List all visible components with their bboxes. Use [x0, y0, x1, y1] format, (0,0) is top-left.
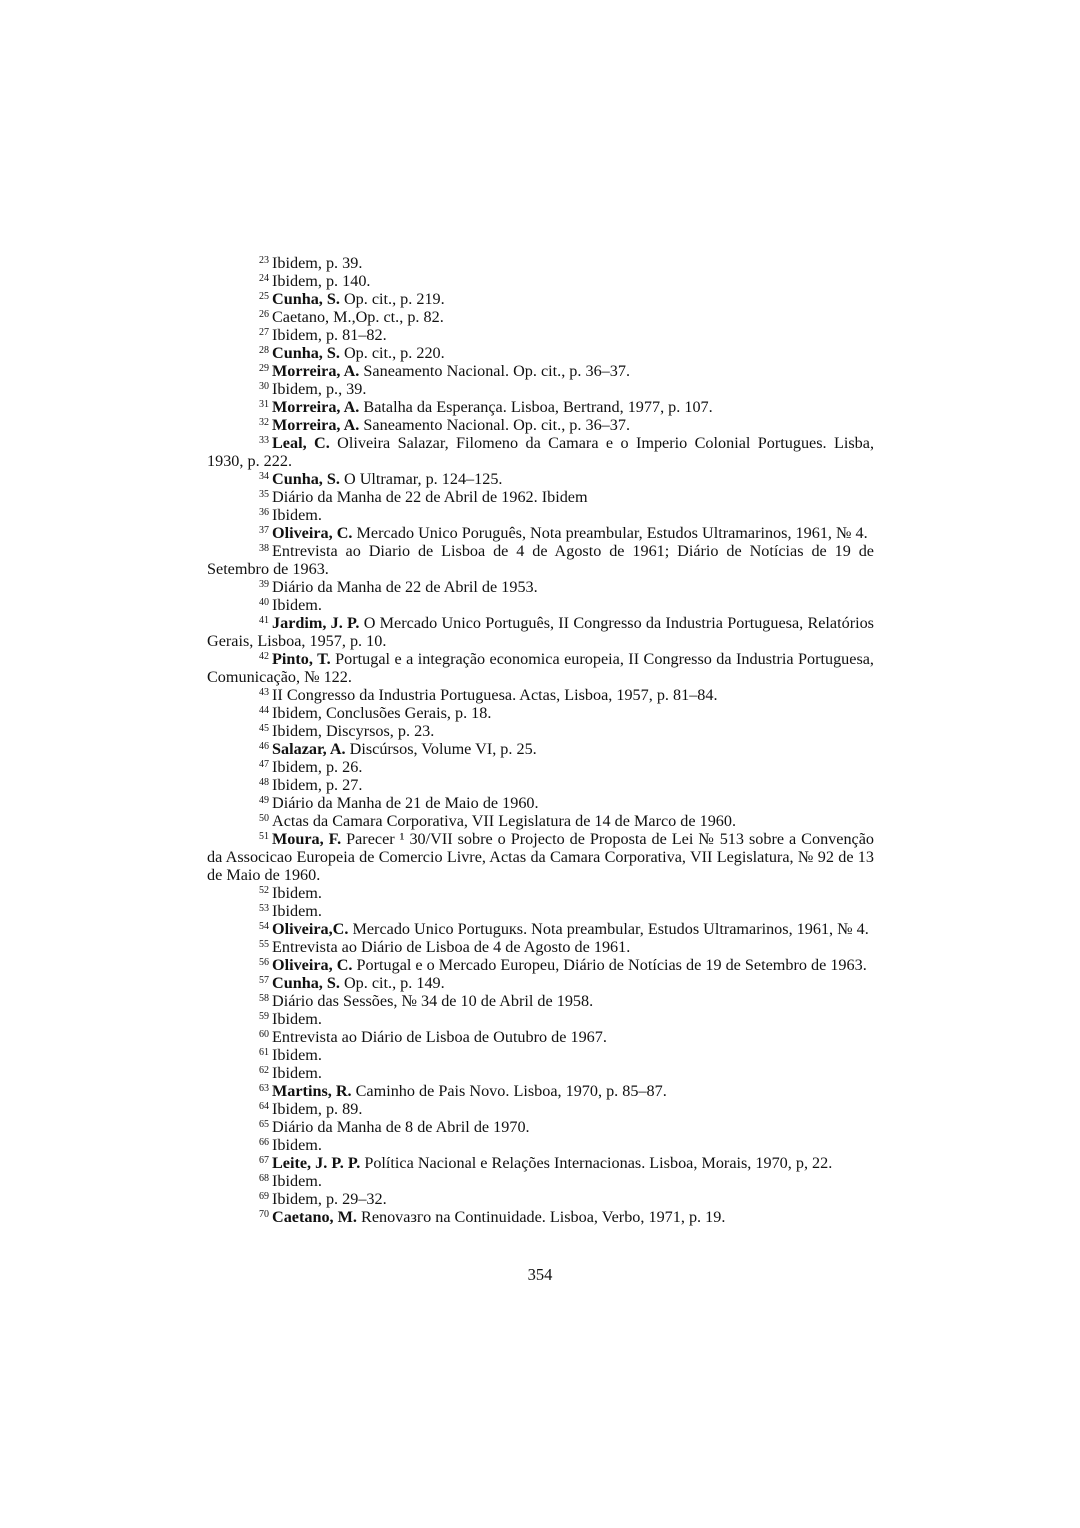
- footnote-author: Morreira, A.: [272, 362, 360, 380]
- footnote-number: 54: [259, 921, 269, 932]
- footnote-text: Ibidem, p. 140.: [272, 272, 371, 290]
- footnote-text: O Mercado Unico Português, II Congresso da Industria Portuguesa, Relatórios Gerais, Lisboa, 1957, p. 10.: [207, 614, 874, 650]
- footnote-text: Portugal e o Mercado Europeu, Diário de Notícias de 19 de Setembro de 1963.: [352, 956, 867, 974]
- footnote-62: [207, 1064, 874, 1082]
- footnote-text: Mercado Unico Poruguês, Nota preambular, Estudos Ultramarinos, 1961, № 4.: [352, 524, 868, 542]
- footnote-45: [207, 722, 874, 740]
- footnote-56: [207, 956, 874, 974]
- footnote-text: Actas da Camara Corporativa, VII Legislatura de 14 de Marco de 1960.: [272, 812, 737, 830]
- footnotes-list: [207, 254, 874, 1226]
- footnote-text: Caetano, M.,Op. ct., p. 82.: [272, 308, 444, 326]
- footnote-number: 60: [259, 1029, 269, 1040]
- footnote-number: 44: [259, 705, 269, 716]
- footnote-text: Ibidem, Discyrsos, p. 23.: [272, 722, 435, 740]
- footnote-text: Ibidem.: [272, 902, 322, 920]
- footnote-number: 31: [259, 399, 269, 410]
- footnote-70: [207, 1208, 874, 1226]
- footnote-author: Cunha, S.: [272, 344, 340, 362]
- footnote-number: 65: [259, 1119, 269, 1130]
- footnote-number: 67: [259, 1155, 269, 1166]
- footnote-author: Oliveira, C.: [272, 956, 353, 974]
- footnote-text: Ibidem, p. 39.: [272, 254, 363, 272]
- footnote-text: Ibidem.: [272, 1064, 322, 1082]
- footnote-number: 27: [259, 327, 269, 338]
- footnote-64: [207, 1100, 874, 1118]
- footnote-58: [207, 992, 874, 1010]
- footnote-number: 42: [259, 651, 269, 662]
- footnote-52: [207, 884, 874, 902]
- footnote-48: [207, 776, 874, 794]
- footnote-44: [207, 704, 874, 722]
- footnote-text: Mercado Unico Portuguкs. Nota preambular, Estudos Ultramarinos, 1961, № 4.: [348, 920, 869, 938]
- footnote-author: Morreira, A.: [272, 416, 360, 434]
- footnote-37: [207, 524, 874, 542]
- footnote-text: Parecer ¹ 30/VII sobre o Projecto de Proposta de Lei № 513 sobre a Convenção da Associcao Europeia de Comercio Livre, Actas da Camara Corporativa, VII Legislatura, № 92 de 13 de Maio de 1960.: [207, 830, 874, 884]
- footnote-38: [207, 542, 874, 578]
- footnote-author: Oliveira,C.: [272, 920, 349, 938]
- footnote-author: Salazar, A.: [272, 740, 346, 758]
- footnote-author: Caetano, M.: [272, 1208, 357, 1226]
- footnote-number: 47: [259, 759, 269, 770]
- footnote-63: [207, 1082, 874, 1100]
- footnote-text: Renovaзго na Continuidade. Lisboa, Verbo, 1971, p. 19.: [356, 1208, 726, 1226]
- footnote-35: [207, 488, 874, 506]
- footnote-number: 23: [259, 255, 269, 266]
- footnote-text: Diário da Manha de 22 de Abril de 1962. Ibidem: [272, 488, 588, 506]
- footnote-text: Diário das Sessões, № 34 de 10 de Abril de 1958.: [272, 992, 594, 1010]
- footnote-author: Martins, R.: [272, 1082, 352, 1100]
- footnote-number: 24: [259, 273, 269, 284]
- footnote-65: [207, 1118, 874, 1136]
- footnote-number: 52: [259, 885, 269, 896]
- footnote-number: 46: [259, 741, 269, 752]
- footnote-66: [207, 1136, 874, 1154]
- footnote-text: Ibidem, p. 29–32.: [272, 1190, 387, 1208]
- footnote-text: Ibidem.: [272, 506, 322, 524]
- footnote-40: [207, 596, 874, 614]
- footnote-number: 39: [259, 579, 269, 590]
- footnote-number: 36: [259, 507, 269, 518]
- footnote-number: 61: [259, 1047, 269, 1058]
- footnote-text: Ibidem.: [272, 1136, 322, 1154]
- footnote-number: 33: [259, 435, 269, 446]
- footnote-number: 50: [259, 813, 269, 824]
- footnote-number: 26: [259, 309, 269, 320]
- footnote-number: 25: [259, 291, 269, 302]
- footnote-59: [207, 1010, 874, 1028]
- footnote-number: 57: [259, 975, 269, 986]
- footnote-author: Pinto, T.: [272, 650, 331, 668]
- footnote-49: [207, 794, 874, 812]
- footnote-53: [207, 902, 874, 920]
- footnote-author: Oliveira, C.: [272, 524, 353, 542]
- footnote-text: Ibidem.: [272, 1010, 322, 1028]
- footnote-46: [207, 740, 874, 758]
- footnote-text: Entrevista ao Diário de Lisboa de 4 de Agosto de 1961.: [272, 938, 631, 956]
- footnote-27: [207, 326, 874, 344]
- footnote-author: Leite, J. P. P.: [272, 1154, 361, 1172]
- footnote-number: 69: [259, 1191, 269, 1202]
- footnote-39: [207, 578, 874, 596]
- footnote-text: Ibidem, p. 26.: [272, 758, 363, 776]
- footnote-32: [207, 416, 874, 434]
- footnote-number: 63: [259, 1083, 269, 1094]
- footnote-text: Ibidem, p. 81–82.: [272, 326, 387, 344]
- footnote-33: [207, 434, 874, 470]
- footnote-61: [207, 1046, 874, 1064]
- footnote-number: 41: [259, 615, 269, 626]
- footnote-author: Cunha, S.: [272, 470, 340, 488]
- footnote-34: [207, 470, 874, 488]
- footnote-41: [207, 614, 874, 650]
- footnote-number: 48: [259, 777, 269, 788]
- footnote-31: [207, 398, 874, 416]
- footnote-text: Diário da Manha de 8 de Abril de 1970.: [272, 1118, 530, 1136]
- footnote-24: [207, 272, 874, 290]
- footnote-number: 62: [259, 1065, 269, 1076]
- footnote-43: [207, 686, 874, 704]
- footnote-23: [207, 254, 874, 272]
- footnote-text: Saneamento Nacional. Op. cit., p. 36–37.: [359, 416, 630, 434]
- footnote-text: Política Nacional e Relações Internacionas. Lisboa, Morais, 1970, p, 22.: [360, 1154, 833, 1172]
- footnote-text: Ibidem, p. 89.: [272, 1100, 363, 1118]
- footnote-number: 59: [259, 1011, 269, 1022]
- footnote-text: O Ultramar, p. 124–125.: [339, 470, 503, 488]
- footnote-text: Ibidem.: [272, 1046, 322, 1064]
- footnote-text: Ibidem, p., 39.: [272, 380, 367, 398]
- footnote-text: Diário da Manha de 21 de Maio de 1960.: [272, 794, 539, 812]
- footnote-text: Op. cit., p. 220.: [339, 344, 445, 362]
- footnote-67: [207, 1154, 874, 1172]
- footnote-number: 56: [259, 957, 269, 968]
- footnote-text: Entrevista ao Diário de Lisboa de Outubro de 1967.: [272, 1028, 607, 1046]
- footnote-number: 64: [259, 1101, 269, 1112]
- footnote-42: [207, 650, 874, 686]
- page-number: 354: [527, 1265, 553, 1284]
- footnote-text: Saneamento Nacional. Op. cit., p. 36–37.: [359, 362, 630, 380]
- footnote-number: 40: [259, 597, 269, 608]
- footnote-number: 66: [259, 1137, 269, 1148]
- footnote-55: [207, 938, 874, 956]
- footnote-text: Caminho de Pais Novo. Lisboa, 1970, p. 85–87.: [351, 1082, 667, 1100]
- footnote-36: [207, 506, 874, 524]
- footnote-number: 35: [259, 489, 269, 500]
- footnote-number: 37: [259, 525, 269, 536]
- footnote-number: 51: [259, 831, 269, 842]
- footnote-text: Entrevista ao Diario de Lisboa de 4 de Agosto de 1961; Diário de Notícias de 19 de Setembro de 1963.: [207, 542, 874, 578]
- footnote-30: [207, 380, 874, 398]
- footnote-text: Discúrsos, Volume VI, p. 25.: [345, 740, 537, 758]
- footnote-text: Batalha da Esperança. Lisboa, Bertrand, 1977, p. 107.: [359, 398, 713, 416]
- footnote-text: Op. cit., p. 149.: [339, 974, 445, 992]
- footnote-number: 34: [259, 471, 269, 482]
- footnote-number: 28: [259, 345, 269, 356]
- footnote-69: [207, 1190, 874, 1208]
- footnote-text: Ibidem.: [272, 884, 322, 902]
- footnote-60: [207, 1028, 874, 1046]
- footnote-number: 58: [259, 993, 269, 1004]
- footnote-number: 70: [259, 1209, 269, 1220]
- footnote-number: 43: [259, 687, 269, 698]
- footnote-text: Diário da Manha de 22 de Abril de 1953.: [272, 578, 538, 596]
- footnote-author: Moura, F.: [272, 830, 342, 848]
- footnote-number: 29: [259, 363, 269, 374]
- footnote-number: 68: [259, 1173, 269, 1184]
- footnote-author: Cunha, S.: [272, 974, 340, 992]
- footnote-number: 32: [259, 417, 269, 428]
- footnote-number: 53: [259, 903, 269, 914]
- footnote-text: Ibidem.: [272, 596, 322, 614]
- footnote-68: [207, 1172, 874, 1190]
- footnote-text: Ibidem, Conclusões Gerais, p. 18.: [272, 704, 492, 722]
- footnote-28: [207, 344, 874, 362]
- footnote-text: II Congresso da Industria Portuguesa. Actas, Lisboa, 1957, p. 81–84.: [272, 686, 718, 704]
- footnote-number: 30: [259, 381, 269, 392]
- footnote-number: 49: [259, 795, 269, 806]
- footnote-54: [207, 920, 874, 938]
- footnote-author: Cunha, S.: [272, 290, 340, 308]
- footnote-47: [207, 758, 874, 776]
- footnote-25: [207, 290, 874, 308]
- footnote-number: 55: [259, 939, 269, 950]
- footnote-26: [207, 308, 874, 326]
- footnote-text: Op. cit., p. 219.: [339, 290, 445, 308]
- footnote-author: Morreira, A.: [272, 398, 360, 416]
- footnote-57: [207, 974, 874, 992]
- footnote-author: Jardim, J. P.: [272, 614, 360, 632]
- footnote-51: [207, 830, 874, 884]
- footnote-text: Ibidem.: [272, 1172, 322, 1190]
- footnote-text: Oliveira Salazar, Filomeno da Camara e o Imperio Colonial Portugues. Lisba, 1930, p. 222.: [207, 434, 874, 470]
- footnote-number: 38: [259, 543, 269, 554]
- footnote-number: 45: [259, 723, 269, 734]
- footnote-author: Leal, C.: [272, 434, 330, 452]
- footnote-50: [207, 812, 874, 830]
- footnote-text: Ibidem, p. 27.: [272, 776, 363, 794]
- footnote-29: [207, 362, 874, 380]
- footnote-text: Portugal e a integração economica europeia, II Congresso da Industria Portuguesa, Comunicação, № 122.: [207, 650, 874, 686]
